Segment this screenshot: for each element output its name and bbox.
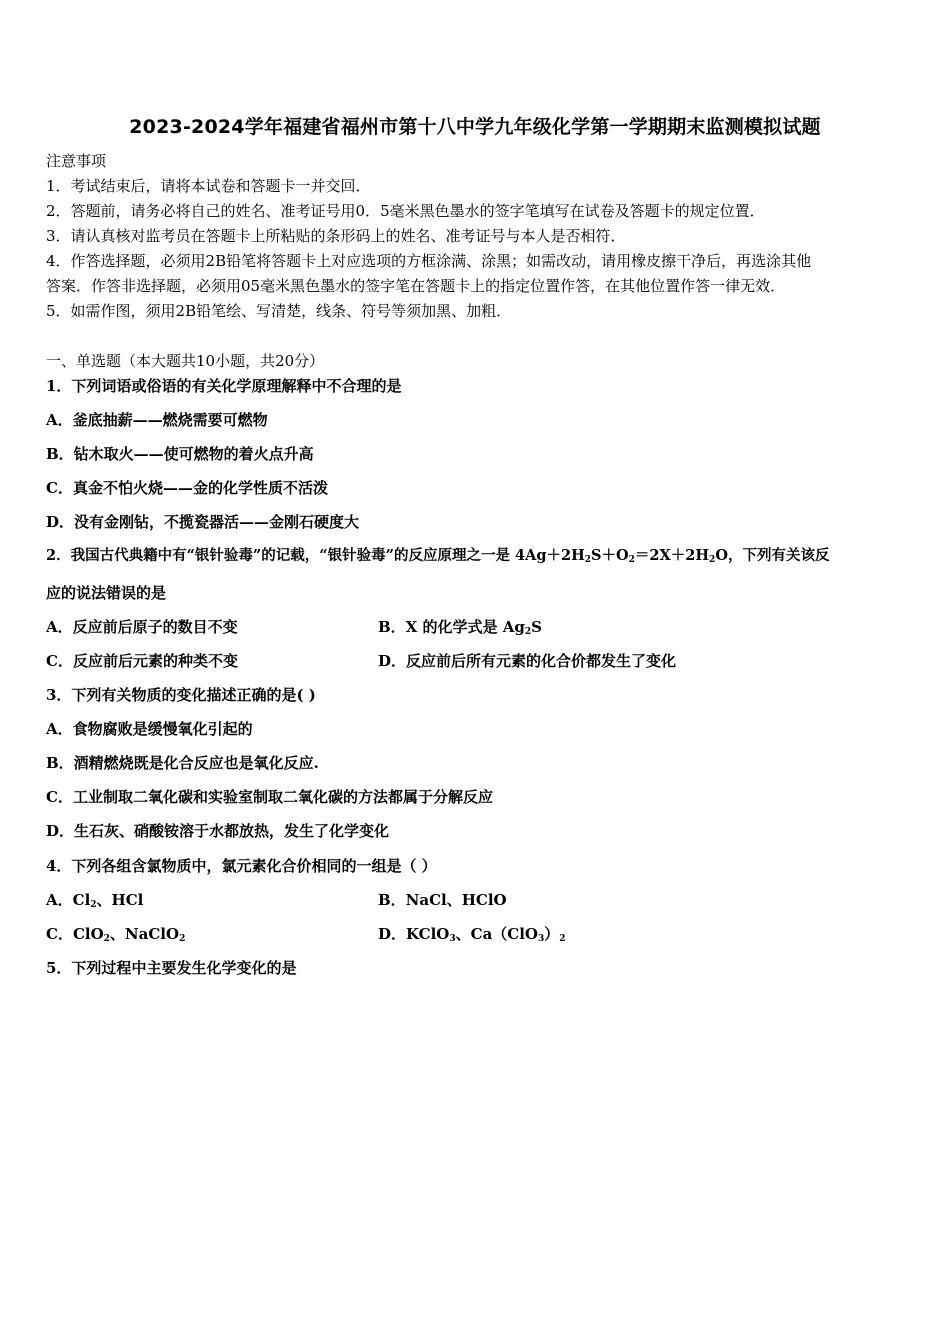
q2-option-d: D．反应前后所有元素的化合价都发生了变化 xyxy=(378,652,677,670)
q4-option-b: B．NaCl、HClO xyxy=(378,891,507,909)
q2-stem-part3: ＝2X＋2H xyxy=(634,547,710,564)
notice-item-4: 4．作答选择题，必须用2B铅笔将答题卡上对应选项的方框涂满、涂黑；如需改动，请用橡皮擦干净后，再选涂其他 xyxy=(46,252,812,270)
notice-item-1: 1．考试结束后，请将本试卷和答题卡一并交回． xyxy=(46,177,371,195)
q2-stem-sub1: 2 xyxy=(584,555,592,565)
q4-stem: 4．下列各组含氯物质中，氯元素化合价相同的一组是（ ） xyxy=(46,857,437,875)
notice-item-3: 3．请认真核对监考员在答题卡上所粘贴的条形码上的姓名、准考证号与本人是否相符． xyxy=(46,227,626,245)
q4-option-c-part2: 、NaClO xyxy=(109,925,180,943)
q4-option-d-sub3: 2 xyxy=(559,934,566,944)
q3-option-c: C．工业制取二氧化碳和实验室制取二氧化碳的方法都属于分解反应 xyxy=(46,788,493,806)
q4-option-c-part1: C．ClO xyxy=(46,925,104,943)
q1-option-c: C．真金不怕火烧——金的化学性质不活泼 xyxy=(46,479,328,497)
q4-option-a xyxy=(46,890,143,910)
q2-stem xyxy=(46,546,829,566)
q3-option-a: A．食物腐败是缓慢氧化引起的 xyxy=(46,720,253,738)
q2-stem-part2: S＋O xyxy=(591,547,629,564)
q1-option-a: A．釜底抽薪——燃烧需要可燃物 xyxy=(46,411,268,429)
q2-option-b-sub1: 2 xyxy=(524,627,532,637)
q1-option-b: B．钻木取火——使可燃物的着火点升高 xyxy=(46,445,314,463)
q2-option-b-part2: S xyxy=(531,618,542,636)
q4-option-a-part2: 、HCl xyxy=(96,891,144,909)
q2-option-a: A．反应前后原子的数目不变 xyxy=(46,618,238,636)
q4-option-c-sub2: 2 xyxy=(179,934,186,944)
q1-option-d: D．没有金刚钻，不揽瓷器活——金刚石硬度大 xyxy=(46,513,360,531)
q2-option-b-part1: B．X 的化学式是 Ag xyxy=(378,618,525,636)
notice-item-5: 5．如需作图，须用2B铅笔绘、写清楚，线条、符号等须加黑、加粗． xyxy=(46,302,512,320)
q4-option-d-sub2: 3 xyxy=(538,934,545,944)
q2-stem-sub3: 2 xyxy=(709,555,716,565)
q5-stem: 5．下列过程中主要发生化学变化的是 xyxy=(46,959,297,977)
q4-option-a-sub1: 2 xyxy=(90,900,97,910)
q4-option-c xyxy=(46,924,185,944)
q1-stem: 1．下列词语或俗语的有关化学原理解释中不合理的是 xyxy=(46,377,402,395)
q2-stem-sub2: 2 xyxy=(628,555,635,565)
q4-option-d-part3: ） xyxy=(544,925,560,943)
q4-option-c-sub1: 2 xyxy=(103,934,110,944)
q2-stem-line2: 应的说法错误的是 xyxy=(46,584,167,602)
q3-option-d: D．生石灰、硝酸铵溶于水都放热，发生了化学变化 xyxy=(46,822,390,840)
q4-option-d-part1: D．KClO xyxy=(378,925,450,943)
q2-option-b xyxy=(378,617,542,637)
q2-stem-part1: 2．我国古代典籍中有“银针验毒”的记载，“银针验毒”的反应原理之一是 4Ag＋2H xyxy=(46,547,585,564)
q2-option-c: C．反应前后元素的种类不变 xyxy=(46,652,238,670)
section-heading: 一、单选题（本大题共10小题，共20分） xyxy=(46,352,325,370)
q3-option-b: B．酒精燃烧既是化合反应也是氧化反应. xyxy=(46,754,319,772)
q4-option-d-part2: 、Ca（ClO xyxy=(455,925,538,943)
q3-stem: 3．下列有关物质的变化描述正确的是( ) xyxy=(46,686,316,704)
notice-heading: 注意事项 xyxy=(46,152,107,170)
q4-option-d-sub1: 3 xyxy=(449,934,456,944)
q4-option-d xyxy=(378,924,566,944)
exam-title: 2023-2024学年福建省福州市第十八中学九年级化学第一学期期末监测模拟试题 xyxy=(129,116,821,138)
notice-item-2: 2．答题前，请务必将自己的姓名、准考证号用0．5毫米黑色墨水的签字笔填写在试卷及答题卡的规定位置． xyxy=(46,202,765,220)
notice-item-4-cont: 答案．作答非选择题，必须用05毫米黑色墨水的签字笔在答题卡上的指定位置作答，在其他位置作答一律无效． xyxy=(46,277,786,295)
q4-option-a-part1: A．Cl xyxy=(46,891,91,909)
q2-stem-part4: O，下列有关该反 xyxy=(715,547,830,564)
